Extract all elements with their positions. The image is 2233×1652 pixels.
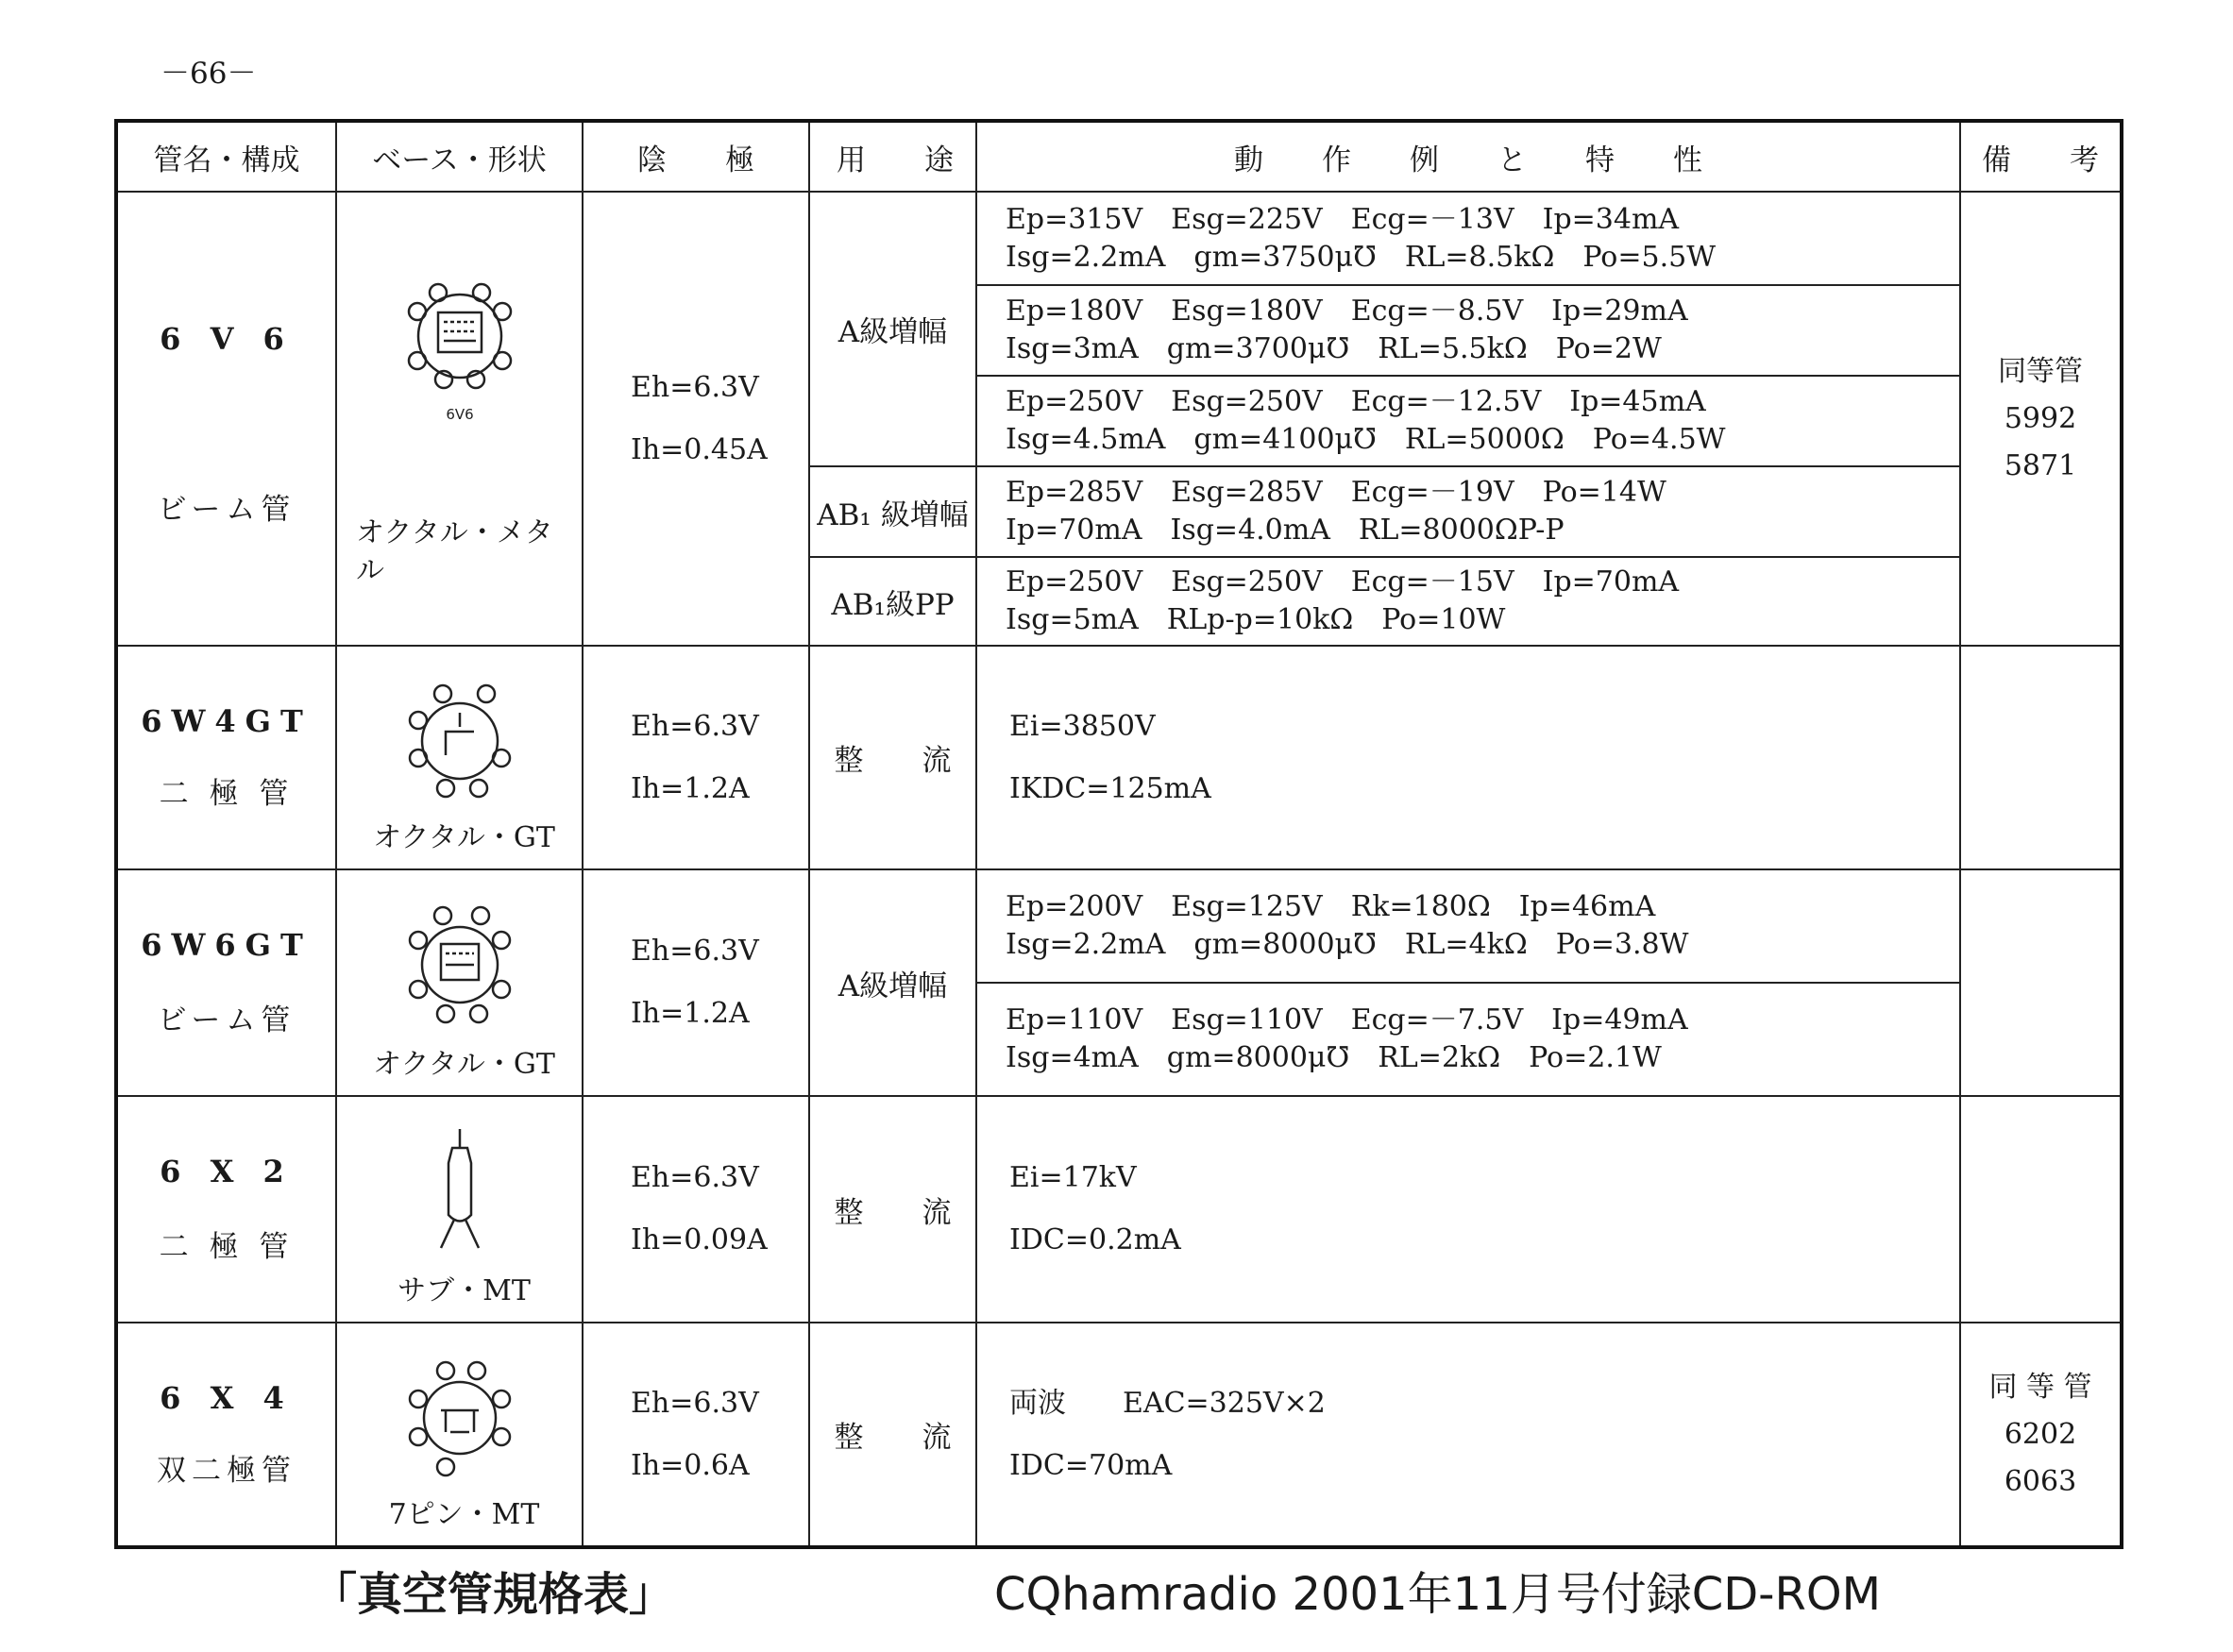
page-number: －66－ bbox=[161, 57, 257, 91]
cathode-cell bbox=[583, 1323, 809, 1547]
op-line: Ep=250V Esg=250V Ecg=－12.5V Ip=45mA bbox=[1006, 385, 1706, 418]
op-line: Ip=70mA Isg=4.0mA RL=8000ΩP-P bbox=[1006, 514, 1565, 547]
notes-cell bbox=[1960, 646, 2122, 869]
operation-cell bbox=[976, 1096, 1960, 1323]
notes-cell bbox=[1960, 192, 2122, 646]
op-line: IKDC=125mA bbox=[1009, 771, 1211, 805]
op-line: Ep=315V Esg=225V Ecg=－13V Ip=34mA bbox=[1006, 202, 1680, 236]
header-name: 管名・構成 bbox=[116, 121, 336, 192]
beam-tetrode-gt-icon bbox=[394, 899, 526, 1031]
base-label: オクタル・GT bbox=[373, 1048, 555, 1081]
tube-name-cell bbox=[116, 1096, 336, 1323]
tube-name-cell bbox=[116, 192, 336, 646]
op-line: IDC=70mA bbox=[1009, 1448, 1173, 1482]
notes-cell bbox=[1960, 1096, 2122, 1323]
operation-cell bbox=[976, 192, 1960, 285]
tube-name: 6W4GT bbox=[141, 703, 313, 739]
op-line: IDC=0.2mA bbox=[1009, 1223, 1181, 1256]
note-line: 6202 bbox=[2004, 1417, 2077, 1451]
table-row bbox=[116, 869, 2122, 983]
tube-name-cell bbox=[116, 646, 336, 869]
heater-voltage: Eh=6.3V bbox=[631, 1386, 759, 1420]
header-notes: 備 考 bbox=[1960, 121, 2122, 192]
op-line: Isg=4.5mA gm=4100μ℧ RL=5000Ω Po=4.5W bbox=[1006, 423, 1726, 456]
cathode-cell bbox=[583, 1096, 809, 1323]
op-line: Isg=4mA gm=8000μ℧ RL=2kΩ Po=2.1W bbox=[1006, 1041, 1662, 1074]
op-line: 両波 EAC=325V×2 bbox=[1009, 1386, 1326, 1420]
op-line: Isg=5mA RLp-p=10kΩ Po=10W bbox=[1006, 603, 1506, 636]
op-line: Ei=3850V bbox=[1009, 709, 1156, 743]
header-row bbox=[116, 121, 2122, 192]
tube-name: 6 X 2 bbox=[160, 1154, 294, 1189]
header-base: ベース・形状 bbox=[336, 121, 583, 192]
base-label: サブ・MT bbox=[398, 1274, 531, 1307]
tube-name: 6 V 6 bbox=[160, 321, 294, 357]
use-cell: AB₁級PP bbox=[809, 557, 976, 646]
base-cell bbox=[336, 1323, 583, 1547]
header-cathode: 陰 極 bbox=[583, 121, 809, 192]
beam-tetrode-octal-icon bbox=[389, 270, 531, 430]
note-line: 5992 bbox=[2004, 401, 2077, 435]
tube-spec-table bbox=[114, 119, 2123, 1549]
cathode-cell bbox=[583, 192, 809, 646]
tube-type: ビーム管 bbox=[157, 1003, 296, 1037]
diagram-label: 6V6 bbox=[445, 406, 474, 423]
tube-name-cell bbox=[116, 869, 336, 1096]
tube-name: 6W6GT bbox=[141, 927, 313, 963]
cathode-cell bbox=[583, 869, 809, 1096]
op-line: Ep=285V Esg=285V Ecg=－19V Po=14W bbox=[1006, 476, 1666, 509]
use-cell: AB₁ 級増幅 bbox=[809, 466, 976, 557]
op-line: Ep=250V Esg=250V Ecg=－15V Ip=70mA bbox=[1006, 565, 1680, 598]
heater-current: Ih=1.2A bbox=[631, 997, 750, 1030]
notes-cell bbox=[1960, 1323, 2122, 1547]
note-line: 同 等 管 bbox=[1988, 1370, 2092, 1404]
heater-voltage: Eh=6.3V bbox=[631, 1161, 759, 1194]
tube-type: ビーム管 bbox=[157, 493, 296, 527]
heater-current: Ih=0.09A bbox=[631, 1223, 768, 1256]
use-cell: 整 流 bbox=[809, 1096, 976, 1323]
heater-current: Ih=0.45A bbox=[631, 432, 768, 466]
op-line: Ep=110V Esg=110V Ecg=－7.5V Ip=49mA bbox=[1006, 1003, 1688, 1037]
operation-cell bbox=[976, 869, 1960, 983]
twin-diode-7pin-icon bbox=[394, 1352, 526, 1484]
use-cell: 整 流 bbox=[809, 646, 976, 869]
heater-current: Ih=0.6A bbox=[631, 1448, 750, 1482]
tube-type: 二 極 管 bbox=[159, 777, 295, 811]
tube-name-cell bbox=[116, 1323, 336, 1547]
operation-cell bbox=[976, 376, 1960, 466]
base-label: オクタル・GT bbox=[373, 821, 555, 854]
op-line: Ep=200V Esg=125V Rk=180Ω Ip=46mA bbox=[1006, 890, 1656, 923]
operation-cell bbox=[976, 285, 1960, 376]
cathode-cell bbox=[583, 646, 809, 869]
op-line: Isg=3mA gm=3700μ℧ RL=5.5kΩ Po=2W bbox=[1006, 332, 1662, 365]
table-row bbox=[116, 1096, 2122, 1323]
use-cell: 整 流 bbox=[809, 1323, 976, 1547]
note-line: 5871 bbox=[2004, 448, 2077, 482]
table-row bbox=[116, 1323, 2122, 1547]
notes-cell bbox=[1960, 869, 2122, 1096]
operation-cell bbox=[976, 646, 1960, 869]
op-line: Ep=180V Esg=180V Ecg=－8.5V Ip=29mA bbox=[1006, 295, 1688, 328]
operation-cell bbox=[976, 983, 1960, 1096]
subminiature-diode-icon bbox=[413, 1125, 507, 1267]
diode-octal-icon bbox=[394, 675, 526, 807]
footer-title: 「真空管規格表」 bbox=[312, 1568, 675, 1621]
tube-type: 双二極管 bbox=[157, 1454, 296, 1488]
tube-name: 6 X 4 bbox=[160, 1380, 294, 1416]
op-line: Ei=17kV bbox=[1009, 1161, 1137, 1194]
base-cell bbox=[336, 192, 583, 646]
table-row bbox=[116, 192, 2122, 285]
heater-voltage: Eh=6.3V bbox=[631, 370, 759, 404]
note-line: 6063 bbox=[2004, 1464, 2077, 1498]
heater-current: Ih=1.2A bbox=[631, 771, 750, 805]
op-line: Isg=2.2mA gm=8000μ℧ RL=4kΩ Po=3.8W bbox=[1006, 928, 1689, 961]
base-label: オクタル・メタル bbox=[356, 516, 553, 587]
table-row bbox=[116, 646, 2122, 869]
header-use: 用 途 bbox=[809, 121, 976, 192]
base-cell bbox=[336, 646, 583, 869]
use-cell: A級増幅 bbox=[809, 192, 976, 466]
heater-voltage: Eh=6.3V bbox=[631, 935, 759, 968]
operation-cell bbox=[976, 466, 1960, 557]
tube-type: 二 極 管 bbox=[159, 1230, 295, 1264]
footer-source: CQhamradio 2001年11月号付録CD-ROM bbox=[994, 1568, 1882, 1621]
note-line: 同等管 bbox=[1998, 354, 2083, 388]
header-operation: 動 作 例 と 特 性 bbox=[976, 121, 1960, 192]
op-line: Isg=2.2mA gm=3750μ℧ RL=8.5kΩ Po=5.5W bbox=[1006, 240, 1717, 274]
base-cell bbox=[336, 869, 583, 1096]
heater-voltage: Eh=6.3V bbox=[631, 709, 759, 743]
use-cell: A級増幅 bbox=[809, 869, 976, 1096]
operation-cell bbox=[976, 557, 1960, 646]
operation-cell bbox=[976, 1323, 1960, 1547]
base-label: 7ピン・MT bbox=[388, 1498, 540, 1531]
base-cell bbox=[336, 1096, 583, 1323]
